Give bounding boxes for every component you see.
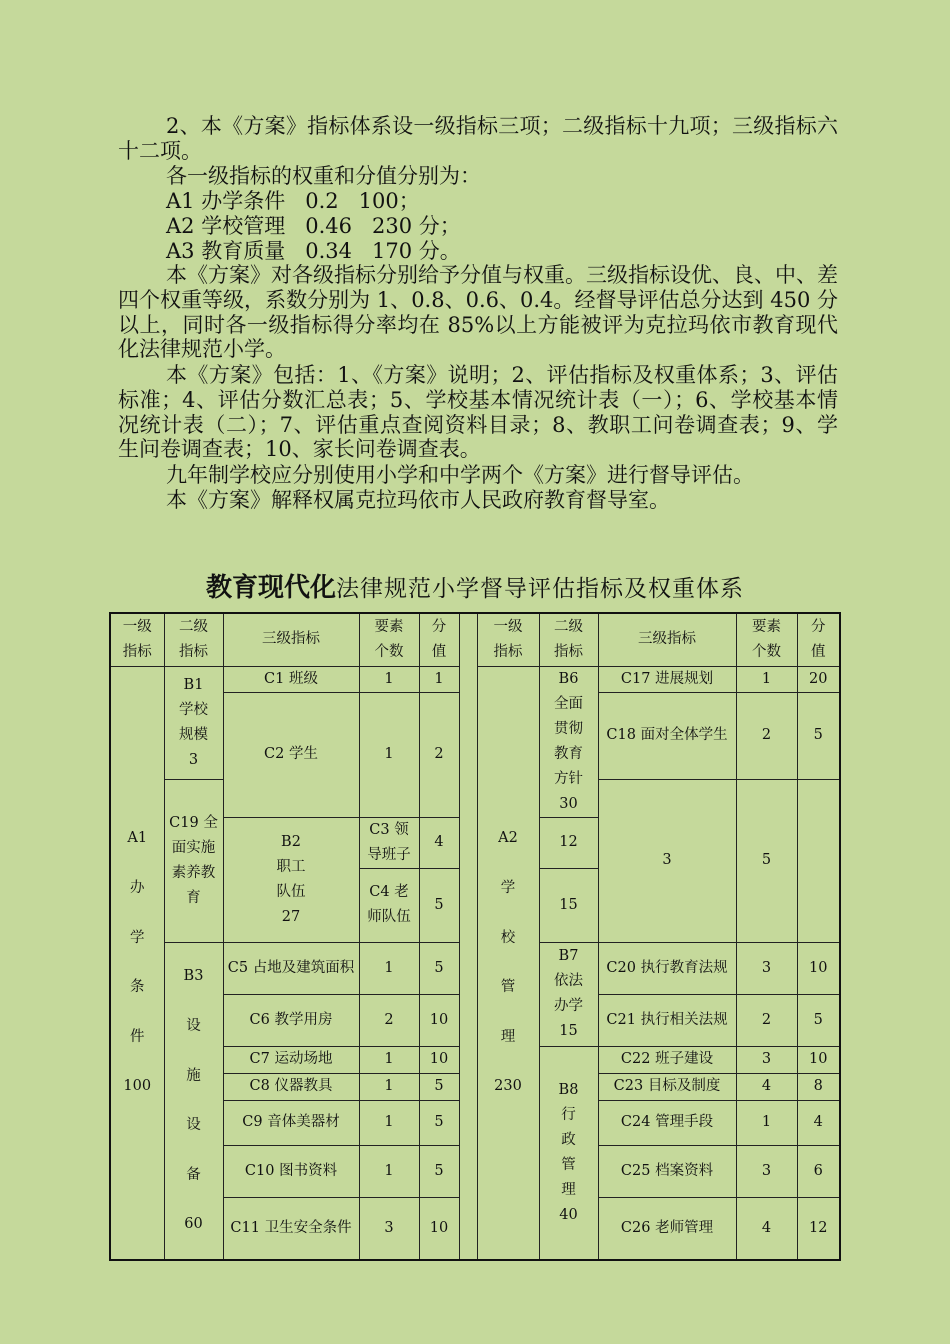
b7-cell: B7 依法 办学 15 (539, 942, 598, 1046)
header-count: 要素 个数 (359, 613, 419, 666)
c24-count: 1 (736, 1100, 797, 1145)
c17-name: C17 进展规划 (598, 666, 736, 692)
b1-cell: B1 学校 规模 3 (164, 666, 223, 779)
c21-count: 2 (736, 994, 797, 1046)
header-score-right: 分 值 (797, 613, 840, 666)
paragraph-contents: 本《方案》包括：1、《方案》说明；2、评估指标及权重体系；3、评估标准；4、评估分数汇总表；5、学校基本情况统计表（一）；6、学校基本情况统计表（二）；7、评估重点查阅资料目录；8、教职工问卷调查表；9、学生问卷调查表；10、家长问卷调查表。 (118, 363, 838, 462)
c4-count: 5 (419, 868, 459, 942)
c7-name: C7 运动场地 (223, 1046, 359, 1073)
c5-score: 5 (419, 942, 459, 994)
c20-name: C20 执行教育法规 (598, 942, 736, 994)
c21-score: 5 (797, 994, 840, 1046)
c18-count: 2 (736, 692, 797, 779)
c20-score: 10 (797, 942, 840, 994)
column-separator (459, 613, 477, 1260)
header-level3: 三级指标 (223, 613, 359, 666)
a1-cell: A1 办 学 条 件 100 (110, 666, 164, 1260)
header-level3-right: 三级指标 (598, 613, 736, 666)
c3-count: 4 (419, 817, 459, 868)
c24-name: C24 管理手段 (598, 1100, 736, 1145)
c26-count: 4 (736, 1197, 797, 1260)
paragraph-1: 2、本《方案》指标体系设一级指标三项；二级指标十九项；三级指标六十二项。 (118, 114, 838, 163)
a2-cell: A2 学 校 管 理 230 (477, 666, 539, 1260)
c11-count: 3 (359, 1197, 419, 1260)
title-bold: 教育现代化 (205, 573, 336, 603)
c26-name: C26 老师管理 (598, 1197, 736, 1260)
c18-score: 5 (797, 692, 840, 779)
c6-score: 10 (419, 994, 459, 1046)
c8-name: C8 仪器教具 (223, 1073, 359, 1100)
paragraph-nine-year: 九年制学校应分别使用小学和中学两个《方案》进行督导评估。 (166, 463, 754, 487)
header-level2-right: 二级 指标 (539, 613, 598, 666)
c19-count: 3 (598, 779, 736, 942)
c18-name: C18 面对全体学生 (598, 692, 736, 779)
paragraph-interpretation: 本《方案》解释权属克拉玛依市人民政府教育督导室。 (166, 488, 670, 512)
header-level2: 二级 指标 (164, 613, 223, 666)
c7-count: 1 (359, 1046, 419, 1073)
c26-score: 12 (797, 1197, 840, 1260)
c21-name: C21 执行相关法规 (598, 994, 736, 1046)
c2-score: 2 (419, 692, 459, 817)
header-level1-right: 一级 指标 (477, 613, 539, 666)
c1-score: 1 (419, 666, 459, 692)
title-rest: 法律规范小学督导评估指标及权重体系 (336, 576, 744, 602)
b6-cell: B6 全面 贯彻 教育 方针 30 (539, 666, 598, 817)
b3-cell: B3 设 施 设 备 60 (164, 942, 223, 1260)
c20-count: 3 (736, 942, 797, 994)
c19-score: 5 (736, 779, 797, 942)
c19-name: C19 全面实施素养教育 (164, 779, 223, 942)
c23-name: C23 目标及制度 (598, 1073, 736, 1100)
header-row (110, 613, 840, 666)
c7-score: 10 (419, 1046, 459, 1073)
c23-score: 8 (797, 1073, 840, 1100)
c25-name: C25 档案资料 (598, 1145, 736, 1197)
c8-count: 1 (359, 1073, 419, 1100)
c10-score: 5 (419, 1145, 459, 1197)
c8-score: 5 (419, 1073, 459, 1100)
c10-count: 1 (359, 1145, 419, 1197)
c24-score: 4 (797, 1100, 840, 1145)
c22-score: 10 (797, 1046, 840, 1073)
c17-score: 20 (797, 666, 840, 692)
c5-name: C5 占地及建筑面积 (223, 942, 359, 994)
c17-count: 1 (736, 666, 797, 692)
c9-count: 1 (359, 1100, 419, 1145)
c23-count: 4 (736, 1073, 797, 1100)
paragraph-weights: 本《方案》对各级指标分别给予分值与权重。三级指标设优、良、中、差四个权重等级，系数分别为 1、0.8、0.6、0.4。经督导评估总分达到 450 分以上，同时各一级指标得分率均在 85%以上方能被评为克拉玛依市教育现代化法律规范小学。 (118, 263, 838, 362)
c25-count: 3 (736, 1145, 797, 1197)
b2-cell: B2 职工 队伍 27 (223, 817, 359, 942)
b8-cell: B8 行 政 管 理 40 (539, 1046, 598, 1260)
table-title (0, 568, 950, 609)
c6-count: 2 (359, 994, 419, 1046)
weight-a1: A1 办学条件 0.2 100； (166, 189, 420, 213)
header-count-right: 要素 个数 (736, 613, 797, 666)
header-score: 分 值 (419, 613, 459, 666)
weight-a2: A2 学校管理 0.46 230 分； (166, 214, 461, 238)
c11-name: C11 卫生安全条件 (223, 1197, 359, 1260)
c9-name: C9 音体美器材 (223, 1100, 359, 1145)
paragraph-2: 各一级指标的权重和分值分别为： (166, 164, 481, 188)
c1-name: C1 班级 (223, 666, 359, 692)
c2-name: C2 学生 (223, 692, 359, 817)
indicator-table (109, 612, 841, 1261)
c1-count: 1 (359, 666, 419, 692)
header-level1: 一级 指标 (110, 613, 164, 666)
c4-score: 15 (539, 868, 598, 942)
c9-score: 5 (419, 1100, 459, 1145)
c11-score: 10 (419, 1197, 459, 1260)
c10-name: C10 图书资料 (223, 1145, 359, 1197)
c3-score: 12 (539, 817, 598, 868)
c6-name: C6 教学用房 (223, 994, 359, 1046)
c4-name: C4 老师队伍 (359, 868, 419, 942)
c22-count: 3 (736, 1046, 797, 1073)
c2-count: 1 (359, 692, 419, 817)
c3-name: C3 领导班子 (359, 817, 419, 868)
c25-score: 6 (797, 1145, 840, 1197)
weight-a3: A3 教育质量 0.34 170 分。 (166, 239, 461, 263)
c22-name: C22 班子建设 (598, 1046, 736, 1073)
c5-count: 1 (359, 942, 419, 994)
